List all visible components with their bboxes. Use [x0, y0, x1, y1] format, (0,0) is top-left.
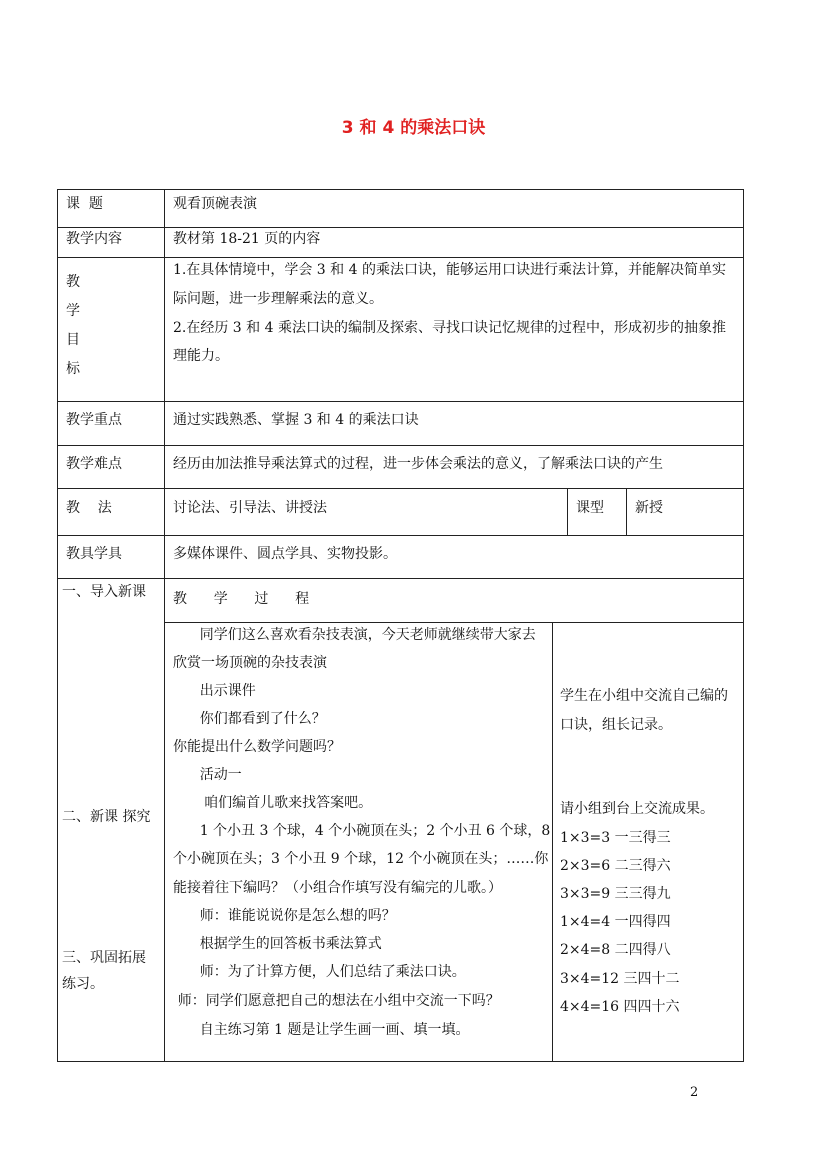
type-value: 新授 [635, 500, 663, 516]
goals-label-char: 教 [66, 274, 80, 290]
table-line [57, 189, 58, 1062]
difficulty-label: 教学难点 [66, 456, 122, 472]
multiplication-fact: 1×4=4 一四得四 [560, 914, 671, 930]
multiplication-fact: 3×3=9 三三得九 [560, 886, 671, 902]
multiplication-fact: 3×4=12 三四十二 [560, 971, 680, 987]
table-line [57, 227, 743, 228]
multiplication-fact: 4×4=16 四四十六 [560, 999, 680, 1015]
process-line: 师：谁能说说你是怎么想的吗？ [173, 908, 396, 924]
table-line [164, 189, 165, 1062]
process-line: 同学们这么喜欢看杂技表演，今天老师就继续带大家去 [173, 627, 536, 643]
method-value: 讨论法、引导法、讲授法 [173, 500, 327, 516]
document-title: 3 和 4 的乘法口诀 [341, 118, 486, 138]
side-note: 口诀，组长记录。 [560, 717, 672, 733]
difficulty-value: 经历由加法推导乘法算式的过程，进一步体会乘法的意义，了解乘法口诀的产生 [173, 456, 663, 472]
side-note: 请小组到台上交流成果。 [560, 801, 714, 817]
goals-line: 1.在具体情境中，学会 3 和 4 的乘法口诀，能够运用口诀进行乘法计算，并能解决简单实 [173, 262, 726, 278]
table-line [626, 488, 627, 536]
goals-label-char: 学 [66, 303, 80, 319]
table-line [57, 535, 743, 536]
process-line: 根据学生的回答板书乘法算式 [173, 936, 382, 952]
topic-label: 课 题 [66, 196, 103, 212]
goals-label-char: 目 [66, 332, 80, 348]
process-line: 欣赏一场顶碗的杂技表演 [173, 655, 327, 671]
table-line [743, 189, 744, 1062]
type-label: 课型 [576, 500, 604, 516]
goals-label-char: 标 [66, 361, 80, 377]
process-line: 能接着往下编吗？（小组合作填写没有编完的儿歌。） [173, 880, 502, 896]
process-line: 出示课件 [173, 683, 256, 699]
process-line: 咱们编首儿歌来找答案吧。 [173, 795, 373, 811]
page-number: 2 [690, 1085, 699, 1100]
content-value: 教材第 18-21 页的内容 [173, 231, 321, 247]
process-line: 1 个小丑 3 个球，4 个小碗顶在头；2 个小丑 6 个球，8 [173, 823, 551, 839]
section-intro: 一、导入新课 [62, 584, 146, 600]
multiplication-fact: 2×3=6 二三得六 [560, 858, 671, 874]
process-line: 自主练习第 1 题是让学生画一画、填一填。 [173, 1022, 470, 1038]
process-line: 你能提出什么数学问题吗？ [173, 739, 341, 755]
table-line [57, 189, 743, 190]
process-line: 个小碗顶在头；3 个小丑 9 个球，12 个小碗顶在头；……你 [173, 851, 549, 867]
multiplication-fact: 1×3=3 一三得三 [560, 830, 671, 846]
table-line [57, 1061, 743, 1062]
table-line [57, 578, 743, 579]
tools-label: 教具学具 [66, 546, 122, 562]
key-label: 教学重点 [66, 412, 122, 428]
topic-value: 观看顶碗表演 [173, 196, 257, 212]
table-line [57, 445, 743, 446]
table-line [57, 488, 743, 489]
method-label: 教 法 [66, 500, 112, 516]
process-header: 教 学 过 程 [173, 591, 310, 607]
table-line [57, 257, 743, 258]
goals-line: 2.在经历 3 和 4 乘法口诀的编制及探索、寻找口诀记忆规律的过程中，形成初步的抽象推 [173, 320, 726, 336]
process-line: 活动一 [173, 767, 242, 783]
process-line: 师：同学们愿意把自己的想法在小组中交流一下吗？ [160, 993, 500, 1009]
process-line: 师：为了计算方便，人们总结了乘法口诀。 [173, 964, 466, 980]
section-explore: 二、新课 探究 [62, 809, 151, 825]
tools-value: 多媒体课件、圆点学具、实物投影。 [173, 546, 397, 562]
key-value: 通过实践熟悉、掌握 3 和 4 的乘法口诀 [173, 412, 419, 428]
table-line [57, 401, 743, 402]
table-line [552, 622, 553, 1062]
section-practice: 三、巩固拓展 [62, 950, 146, 966]
goals-line: 理能力。 [173, 348, 229, 364]
process-line: 你们都看到了什么？ [173, 711, 326, 727]
side-note: 学生在小组中交流自己编的 [560, 688, 728, 704]
table-line [164, 622, 743, 623]
multiplication-fact: 2×4=8 二四得八 [560, 942, 671, 958]
goals-line: 际问题，进一步理解乘法的意义。 [173, 291, 383, 307]
section-practice-cont: 练习。 [62, 976, 104, 992]
content-label: 教学内容 [66, 231, 122, 247]
table-line [567, 488, 568, 536]
